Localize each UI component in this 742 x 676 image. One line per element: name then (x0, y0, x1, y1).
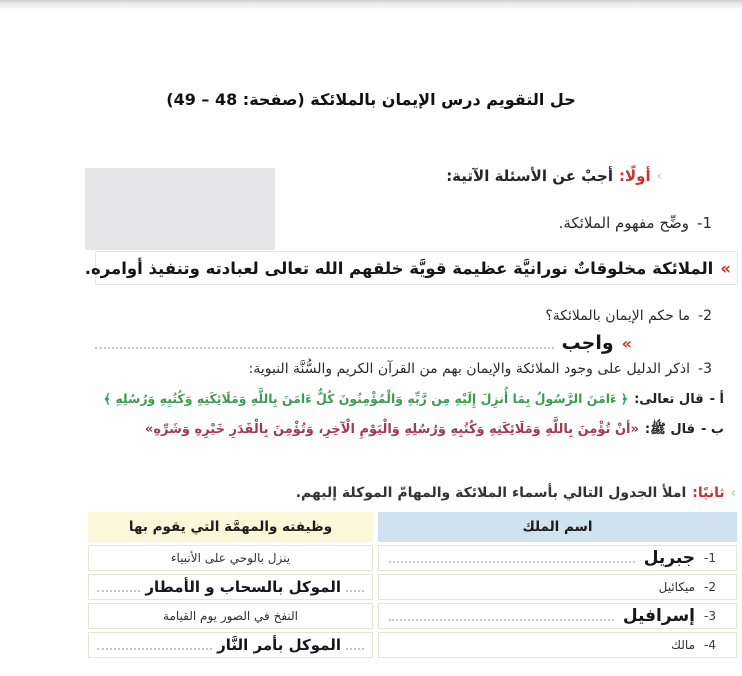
table-row-1-name-cell (378, 545, 737, 571)
quran-verse-text: ﴿ ءَامَنَ الرَّسُولُ بِمَا أُنزِلَ إِلَيْهِ مِن رَّبِّهِ وَالْمُؤْمِنُونَ كُلٌّ ءَامَنَ بِاللَّهِ وَمَلَائِكَتِهِ وَكُتُبِهِ وَرُسُلِهِ ﴾ (103, 391, 629, 406)
question-3-number: 3- (698, 361, 712, 377)
angel-duty-text: ينزل بالوحي على الأنبياء (170, 551, 291, 565)
table-row-2-name-cell (378, 574, 737, 600)
page-top-shadow (0, 0, 742, 10)
table-row-4-duty-cell (88, 632, 373, 658)
answer-1-quote-icon: « (720, 258, 731, 278)
row-number: 3- (704, 609, 716, 623)
section-two-heading-text: املأ الجدول التالي بأسماء الملائكة والمهامّ الموكلة إليهم. (295, 485, 687, 501)
row-number: 2- (704, 580, 716, 594)
dotted-line (389, 619, 614, 621)
answer-2-quote-icon: « (621, 333, 632, 353)
section-one-heading (446, 167, 662, 185)
section-one-label: أولًا: (619, 167, 651, 185)
redacted-area (85, 168, 275, 250)
table-row-3-duty-cell (88, 603, 373, 629)
question-2-number: 2- (698, 308, 712, 324)
row-number: 4- (704, 638, 716, 652)
question-2-text: ما حكم الإيمان بالملائكة؟ (545, 308, 691, 324)
page-title: حل التقويم درس الإيمان بالملائكة (صفحة: 48 – 49) (166, 90, 576, 109)
angel-name-text: ميكائيل (658, 580, 696, 594)
angel-name-answer: جبريل (643, 548, 696, 568)
table-header-angel-name-label: اسم الملك (522, 519, 593, 535)
angel-name-text: مالك (671, 638, 696, 652)
table-row-3-name-cell (378, 603, 737, 629)
question-2 (545, 308, 712, 324)
table-header-duty (88, 512, 373, 542)
table-row-4-name-cell (378, 632, 737, 658)
dotted-line (97, 648, 212, 650)
section-two-label: ثانيًا: (692, 485, 725, 501)
section-bullet-icon: ‹ (656, 168, 662, 184)
dotted-line (97, 590, 140, 592)
evidence-a-intro: قال تعالى: (634, 392, 704, 407)
dotted-line (95, 347, 554, 349)
dotted-line (346, 590, 364, 592)
question-3-text: اذكر الدليل على وجود الملائكة والإيمان بهم من القرآن الكريم والسُّنَّة النبوية: (248, 361, 691, 377)
angel-duty-text: النفخ في الصور يوم القيامة (163, 609, 298, 623)
question-3 (249, 361, 712, 377)
angel-name-answer: إسرافيل (622, 606, 696, 626)
evidence-hadith (56, 421, 724, 440)
evidence-quran (64, 391, 724, 407)
answer-2 (95, 330, 632, 356)
angel-duty-answer: الموكل بالسحاب و الأمطار (145, 578, 341, 596)
question-1-text: وضِّح مفهوم الملائكة. (558, 214, 690, 232)
answer-2-text: واجب (561, 332, 614, 354)
evidence-b-label: ب - (701, 422, 724, 437)
answer-1 (84, 251, 738, 285)
dotted-line (346, 648, 364, 650)
angel-duty-answer: الموكل بأمر النَّار (217, 636, 341, 654)
section-one-heading-text: أجبْ عن الأسئلة الآتية: (446, 167, 613, 185)
table-header-angel-name (378, 512, 737, 542)
row-number: 1- (704, 551, 716, 565)
dotted-line (389, 561, 635, 563)
evidence-b-intro: قال ﷺ: (644, 422, 695, 437)
answer-1-text: الملائكة مخلوقاتٌ نورانيَّة عظيمة قويَّة خلقهم الله تعالى لعبادته وتنفيذ أوامره. (84, 258, 714, 278)
table-row-2-duty-cell (88, 574, 373, 600)
section-two-heading (296, 485, 736, 501)
table-row-1-duty-cell (88, 545, 373, 571)
question-1 (559, 214, 712, 232)
evidence-a-label: أ - (709, 392, 724, 407)
question-1-number: 1- (697, 214, 712, 232)
table-header-duty-label: وظيفته والمهمَّة التي يقوم بها (128, 519, 333, 535)
section-bullet-icon: ‹ (730, 485, 736, 501)
hadith-text: «أنْ تُؤْمِنَ بِاللَّهِ وَمَلَائِكَتِهِ وَكُتُبِهِ وَرُسُلِهِ وَالْيَوْمِ الْآخِرِ، وَتُؤْمِنَ بِالْقَدَرِ خَيْرِهِ وَشَرِّهِ» (144, 422, 639, 437)
